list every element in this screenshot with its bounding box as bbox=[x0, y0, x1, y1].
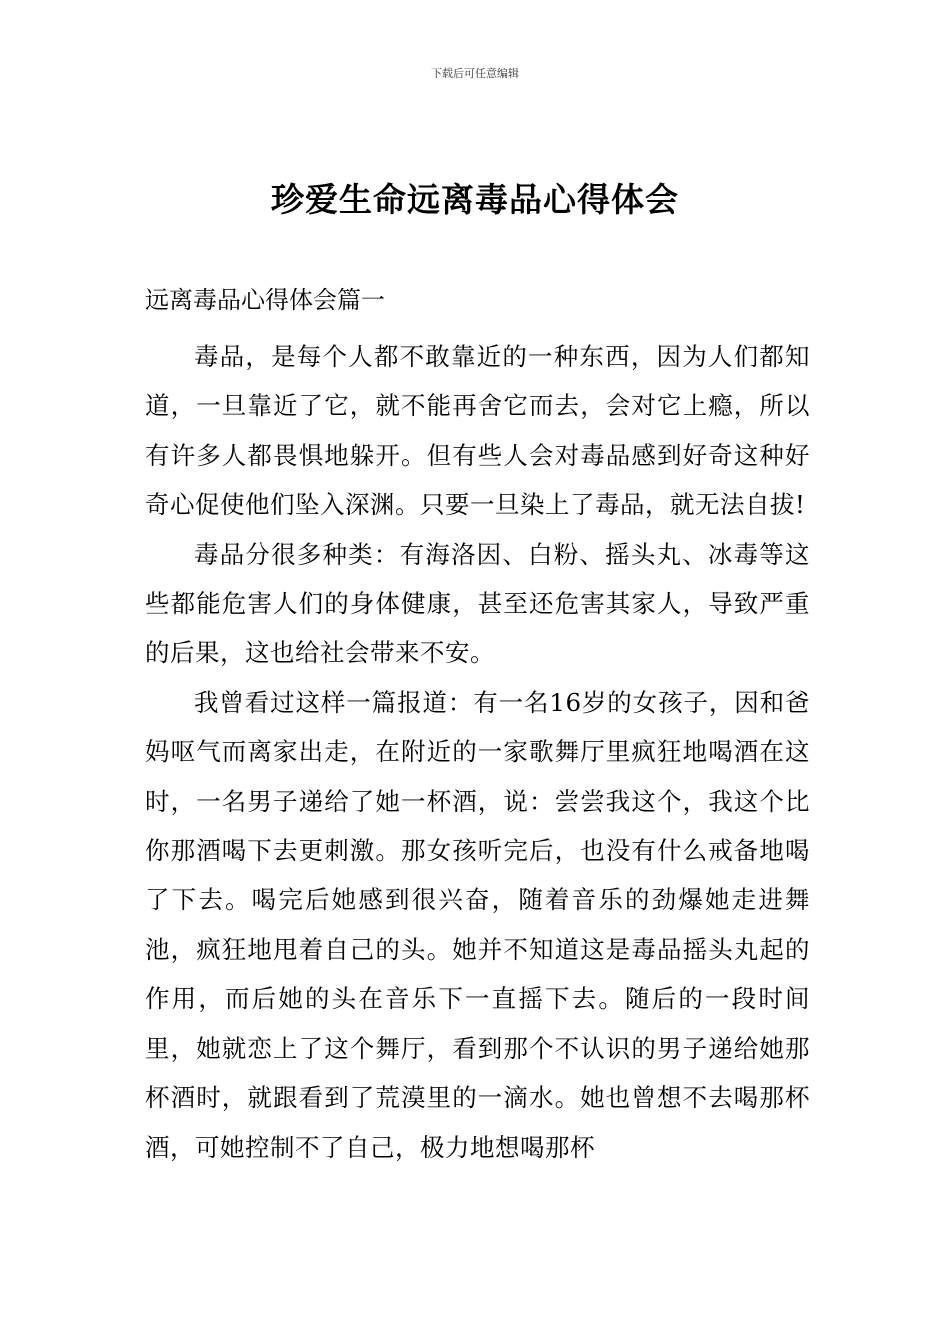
paragraph-1: 毒品，是每个人都不敢靠近的一种东西，因为人们都知道，一旦靠近了它，就不能再舍它而去，会对它上瘾，所以有许多人都畏惧地躲开。但有些人会对毒品感到好奇这种好奇心促使他们坠入深渊。只要一旦染上了毒品，就无法自拔! bbox=[145, 342, 810, 520]
body-text bbox=[145, 332, 810, 1172]
header-note: 下载后可任意编辑 bbox=[431, 67, 519, 80]
paragraph-2: 毒品分很多种类：有海洛因、白粉、摇头丸、冰毒等这些都能危害人们的身体健康，甚至还危害其家人，导致严重的后果，这也给社会带来不安。 bbox=[145, 539, 810, 668]
document-title: 珍爱生命远离毒品心得体会 bbox=[271, 180, 679, 219]
section-title: 远离毒品心得体会篇一 bbox=[145, 286, 385, 314]
paragraph-3: 我曾看过这样一篇报道：有一名16岁的女孩子，因和爸妈呕气而离家出走，在附近的一家歌舞厅里疯狂地喝酒在这时，一名男子递给了她一杯酒，说：尝尝我这个，我这个比你那酒喝下去更刺激。那女孩听完后，也没有什么戒备地喝了下去。喝完后她感到很兴奋，随着音乐的劲爆她走进舞池，疯狂地甩着自己的头。她并不知道这是毒品摇头丸起的作用，而后她的头在音乐下一直摇下去。随后的一段时间里，她就恋上了这个舞厅，看到那个不认识的男子递给她那杯酒时，就跟看到了荒漠里的一滴水。她也曾想不去喝那杯酒，可她控制不了自己，极力地想喝那杯 bbox=[145, 687, 810, 1162]
